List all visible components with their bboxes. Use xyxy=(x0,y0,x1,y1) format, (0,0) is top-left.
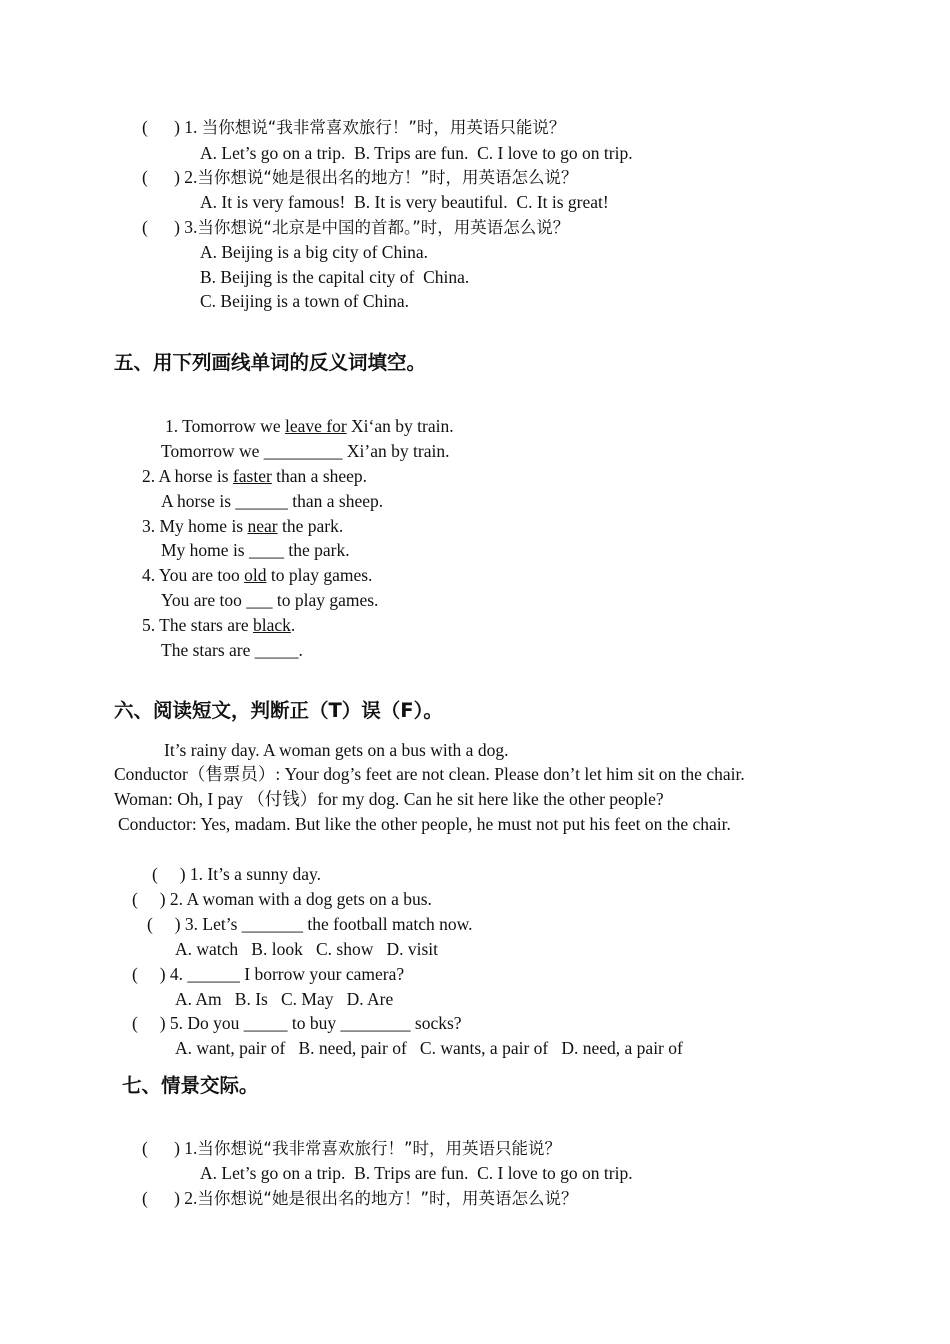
antonym-item-4: 4. You are too old to play games. xyxy=(142,565,373,585)
question-4-1-options: A. Let’s go on a trip. B. Trips are fun. C. I love to go on trip. xyxy=(200,143,633,163)
antonym-item-3: 3. My home is near the park. xyxy=(142,516,344,536)
section-5-heading: 五、用下列画线单词的反义词填空。 xyxy=(114,351,427,374)
antonym-answer-1: Tomorrow we _________ Xi’an by train. xyxy=(161,441,450,461)
tf-question-1: ( ) 1. It’s a sunny day. xyxy=(152,864,321,884)
question-4-3-option-b: B. Beijing is the capital city of China. xyxy=(200,267,470,287)
passage-line-2: Conductor（售票员）: Your dog’s feet are not clean. Please don’t let him sit on the chair. xyxy=(114,764,745,784)
antonym-answer-5: The stars are _____. xyxy=(161,640,303,660)
underlined-word: faster xyxy=(232,466,272,486)
choice-question-5: ( ) 5. Do you _____ to buy ________ socks? xyxy=(132,1013,462,1033)
choice-question-3: ( ) 3. Let’s _______ the football match now. xyxy=(147,914,473,934)
tf-question-2: ( ) 2. A woman with a dog gets on a bus. xyxy=(132,889,432,909)
choice-question-3-options: A. watch B. look C. show D. visit xyxy=(175,939,438,959)
question-7-1: ( ) 1.当你想说“我非常喜欢旅行！”时，用英语只能说？ xyxy=(142,1138,562,1158)
antonym-answer-3: My home is ____ the park. xyxy=(161,540,350,560)
question-4-2: ( ) 2.当你想说“她是很出名的地方！”时，用英语怎么说？ xyxy=(142,167,578,187)
underlined-word: near xyxy=(247,516,278,536)
section-6-heading: 六、阅读短文，判断正（T）误（F）。 xyxy=(114,699,443,722)
antonym-answer-4: You are too ___ to play games. xyxy=(161,590,379,610)
choice-question-5-options: A. want, pair of B. need, pair of C. wants, a pair of D. need, a pair of xyxy=(175,1038,683,1058)
question-4-3: ( ) 3.当你想说“北京是中国的首都。”时，用英语怎么说？ xyxy=(142,217,570,237)
antonym-item-5: 5. The stars are black. xyxy=(142,615,296,635)
antonym-answer-2: A horse is ______ than a sheep. xyxy=(161,491,384,511)
antonym-item-1: 1. Tomorrow we leave for Xi‘an by train. xyxy=(165,416,454,436)
question-7-2: ( ) 2.当你想说“她是很出名的地方！”时，用英语怎么说？ xyxy=(142,1188,578,1208)
passage-line-1: It’s rainy day. A woman gets on a bus with a dog. xyxy=(164,740,509,760)
question-7-1-options: A. Let’s go on a trip. B. Trips are fun. C. I love to go on trip. xyxy=(200,1163,633,1183)
underlined-word: old xyxy=(244,565,267,585)
passage-line-4: Conductor: Yes, madam. But like the other people, he must not put his feet on the chair. xyxy=(118,814,731,834)
choice-question-4-options: A. Am B. Is C. May D. Are xyxy=(175,989,394,1009)
question-4-3-option-c: C. Beijing is a town of China. xyxy=(200,291,410,311)
underlined-word: black xyxy=(252,615,291,635)
question-4-2-options: A. It is very famous! B. It is very beautiful. C. It is great! xyxy=(200,192,609,212)
underlined-word: leave for xyxy=(284,416,347,436)
antonym-item-2: 2. A horse is faster than a sheep. xyxy=(142,466,368,486)
question-4-3-option-a: A. Beijing is a big city of China. xyxy=(200,242,428,262)
question-4-1: ( ) 1. 当你想说“我非常喜欢旅行！”时，用英语只能说？ xyxy=(142,117,566,137)
choice-question-4: ( ) 4. ______ I borrow your camera? xyxy=(132,964,405,984)
passage-line-3: Woman: Oh, I pay （付钱）for my dog. Can he sit here like the other people? xyxy=(114,789,664,809)
section-7-heading: 七、情景交际。 xyxy=(122,1074,259,1097)
